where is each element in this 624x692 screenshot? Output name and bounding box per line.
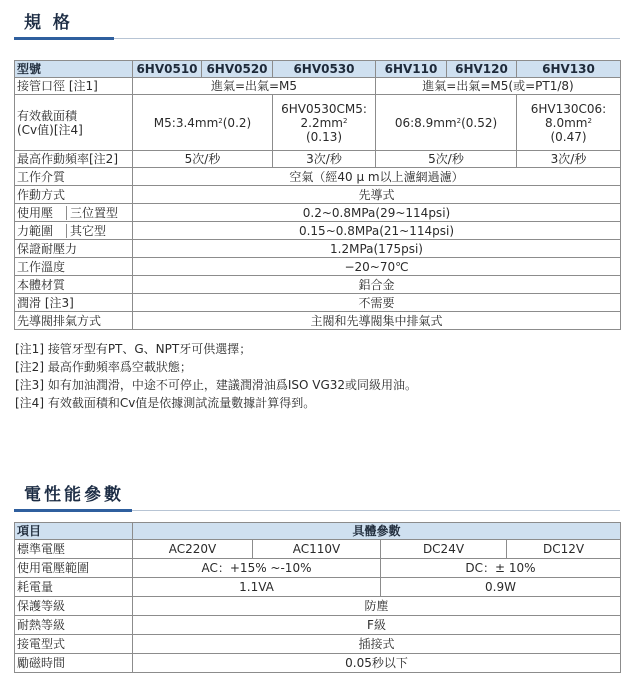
- actuation-label: 作動方式: [15, 186, 133, 204]
- power-dc: 0.9W: [381, 578, 621, 597]
- pressure-row-a: [15, 204, 621, 222]
- pressure-label-b: [15, 222, 133, 240]
- area-v4-l3: (0.47): [550, 129, 587, 144]
- area-value-0510: [133, 95, 273, 151]
- freq-value-4: 3次/秒: [517, 151, 621, 168]
- medium-row: [15, 168, 621, 186]
- area-label: [15, 95, 133, 151]
- medium-label: 工作介質: [15, 168, 133, 186]
- excitation-label: 勵磁時間: [15, 654, 133, 673]
- material-row: [15, 276, 621, 294]
- lubrication-row: [15, 294, 621, 312]
- pressure-value-a: 0.2~0.8MPa(29~114psi): [133, 204, 621, 222]
- header-6hv110: 6HV110: [376, 61, 447, 78]
- title-underline: [14, 37, 114, 40]
- area-row: [15, 95, 621, 151]
- electrical-header-item: 項目: [15, 523, 133, 540]
- actuation-value: 先導式: [133, 186, 621, 204]
- lubrication-value: 不需要: [133, 294, 621, 312]
- area-v2-l3: (0.13): [305, 129, 343, 144]
- electrical-title-underline: [14, 509, 132, 512]
- area-value-130: [517, 95, 621, 151]
- electrical-header-value: 具體參數: [133, 523, 621, 540]
- spec-section-title: 規 格: [24, 13, 73, 33]
- electrical-header-rule: [132, 510, 620, 511]
- area-v1-sup: 2: [218, 116, 223, 125]
- power-ac: 1.1VA: [133, 578, 381, 597]
- area-label-line2: (Cv值)[注4]: [17, 122, 83, 137]
- exhaust-row: [15, 312, 621, 330]
- area-v4-l2: 8.0mm: [545, 115, 588, 130]
- area-v3-pre: 06:8.9mm: [394, 115, 457, 130]
- port-value-1: 進氣=出氣=M5(或=PT1/8): [376, 78, 621, 95]
- note-4: [注4] 有效截面積和Cv值是依據測試流量數據計算得到。: [15, 396, 316, 410]
- area-v2-l1: 6HV0530CM5:: [281, 101, 367, 116]
- material-label: 本體材質: [15, 276, 133, 294]
- insulation-label: 耐熱等級: [15, 616, 133, 635]
- protection-row: [15, 597, 621, 616]
- excitation-row: [15, 654, 621, 673]
- voltage-dc24: DC24V: [381, 540, 507, 559]
- electrical-table: [14, 522, 621, 673]
- header-rule: [114, 38, 620, 39]
- proof-pressure-value: 1.2MPa(175psi): [133, 240, 621, 258]
- area-v4-sup: 2: [587, 116, 592, 125]
- voltage-row: [15, 540, 621, 559]
- area-v2-sup: 2: [343, 116, 348, 125]
- protection-value: 防塵: [133, 597, 621, 616]
- material-value: 鋁合金: [133, 276, 621, 294]
- pressure-label-b1: 力範圍: [15, 224, 67, 238]
- header-6hv0530: 6HV0530: [273, 61, 376, 78]
- freq-value-2: 3次/秒: [273, 151, 376, 168]
- freq-row: [15, 151, 621, 168]
- note-2: [注2] 最高作動頻率爲空載狀態；: [15, 360, 192, 374]
- header-6hv120: 6HV120: [447, 61, 517, 78]
- header-6hv0520: 6HV0520: [202, 61, 273, 78]
- note-3: [注3] 如有加油潤滑，中途不可停止，建議潤滑油爲ISO VG32或同級用油。: [15, 378, 418, 392]
- header-6hv0510: 6HV0510: [133, 61, 202, 78]
- voltage-range-dc: DC：± 10%: [381, 559, 621, 578]
- proof-pressure-row: [15, 240, 621, 258]
- insulation-row: [15, 616, 621, 635]
- power-row: [15, 578, 621, 597]
- electrical-section-title: 電性能參數: [24, 485, 124, 505]
- voltage-ac110: AC110V: [253, 540, 381, 559]
- note-1: [注1] 接管牙型有PT、G、NPT牙可供選擇；: [15, 342, 252, 356]
- pressure-value-b: 0.15~0.8MPa(21~114psi): [133, 222, 621, 240]
- area-v3-sup: 2: [456, 116, 462, 125]
- voltage-range-ac: AC：+15% ~-10%: [133, 559, 381, 578]
- power-label: 耗電量: [15, 578, 133, 597]
- spec-notes: [15, 340, 417, 412]
- pressure-label-a2: 三位置型: [70, 205, 119, 220]
- temperature-row: [15, 258, 621, 276]
- pressure-label-a: [15, 204, 133, 222]
- voltage-dc12: DC12V: [507, 540, 621, 559]
- excitation-value: 0.05秒以下: [133, 654, 621, 673]
- port-label: 接管口徑 [注1]: [15, 78, 133, 95]
- medium-value: 空氣（經40 μ m以上濾網過濾）: [133, 168, 621, 186]
- area-v1-post: (0.2): [222, 115, 252, 130]
- voltage-ac220: AC220V: [133, 540, 253, 559]
- spec-header-row: [15, 61, 621, 78]
- electrical-header-row: [15, 523, 621, 540]
- area-value-0530: [273, 95, 376, 151]
- freq-label: 最高作動頻率[注2]: [15, 151, 133, 168]
- area-v2-l2: 2.2mm: [300, 115, 343, 130]
- voltage-range-label: 使用電壓範圍: [15, 559, 133, 578]
- insulation-value: F級: [133, 616, 621, 635]
- freq-value-1: 5次/秒: [133, 151, 273, 168]
- actuation-row: [15, 186, 621, 204]
- exhaust-label: 先導閥排氣方式: [15, 312, 133, 330]
- temperature-value: −20~70℃: [133, 258, 621, 276]
- electrical-section-header: [14, 476, 620, 512]
- pressure-label-a1: 使用壓: [15, 206, 67, 220]
- pressure-label-b2: 其它型: [70, 223, 107, 238]
- temperature-label: 工作溫度: [15, 258, 133, 276]
- area-label-line1: 有效截面積: [17, 108, 78, 123]
- pressure-row-b: [15, 222, 621, 240]
- header-6hv130: 6HV130: [517, 61, 621, 78]
- spec-section-header: [14, 4, 620, 40]
- spec-table: [14, 60, 621, 330]
- connector-value: 插接式: [133, 635, 621, 654]
- exhaust-value: 主閥和先導閥集中排氣式: [133, 312, 621, 330]
- area-value-110: [376, 95, 517, 151]
- area-v4-l1: 6HV130C06:: [530, 101, 607, 116]
- area-v1-pre: M5:3.4mm: [153, 115, 219, 130]
- proof-pressure-label: 保證耐壓力: [15, 240, 133, 258]
- voltage-range-row: [15, 559, 621, 578]
- port-value-05: 進氣=出氣=M5: [133, 78, 376, 95]
- connector-label: 接電型式: [15, 635, 133, 654]
- header-model: 型號: [15, 61, 133, 78]
- area-v3-post: (0.52): [461, 115, 498, 130]
- freq-value-3: 5次/秒: [376, 151, 517, 168]
- port-row: [15, 78, 621, 95]
- voltage-label: 標準電壓: [15, 540, 133, 559]
- connector-row: [15, 635, 621, 654]
- lubrication-label: 潤滑 [注3]: [15, 294, 133, 312]
- protection-label: 保護等級: [15, 597, 133, 616]
